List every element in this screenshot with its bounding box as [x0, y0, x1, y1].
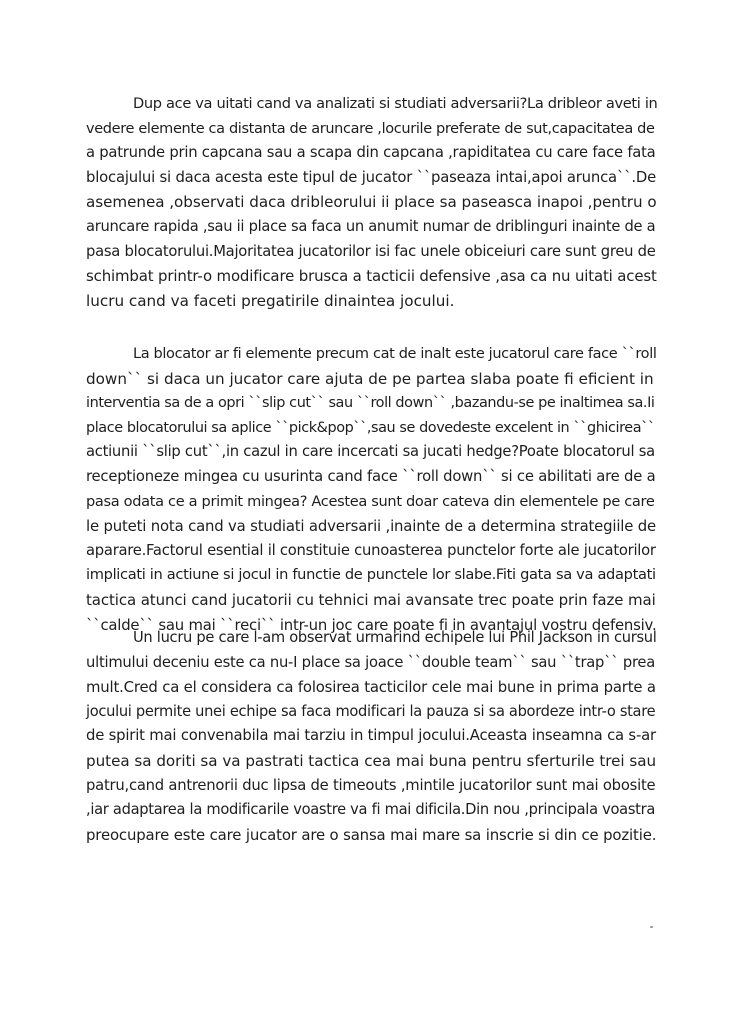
text-line: preocupare este care jucator are o sansa mai mare sa inscrie si din ce pozitie.: [86, 825, 657, 844]
text-line: interventia sa de a opri ``slip cut`` sau ``roll down`` ,bazandu-se pe inaltimea sa.Ii: [86, 395, 655, 412]
text-line: Un lucru pe care l-am observat urmarind echipele lui Phil Jackson in cursul: [133, 629, 657, 646]
scan-speck: [650, 926, 653, 928]
text-line: receptioneze mingea cu usurinta cand face ``roll down`` si ce abilitati are de a: [86, 467, 656, 485]
text-line: blocajului si daca acesta este tipul de jucator ``paseaza intai,apoi arunca``.De: [86, 168, 657, 186]
paragraph-3: [86, 626, 656, 847]
text-line: mult.Cred ca el considera ca folosirea tacticilor cele mai bune in prima parte a: [86, 678, 656, 697]
text-line: jocului permite unei echipe sa faca modificari la pauza si sa abordeze intr-o stare: [86, 702, 656, 720]
text-line: aruncare rapida ,sau ii place sa faca un anumit numar de driblinguri inainte de a: [86, 217, 656, 235]
text-line: aparare.Factorul esential il constituie cunoasterea punctelor forte ale jucatorilor: [86, 541, 656, 559]
paragraph-1: [86, 92, 656, 313]
text-line: pasa odata ce a primit mingea? Acestea sunt doar cateva din elementele pe care: [86, 492, 655, 510]
text-line: patru,cand antrenorii duc lipsa de timeouts ,mintile jucatorilor sunt mai obosite: [86, 776, 656, 794]
text-line: implicati in actiune si jocul in functie de punctele lor slabe.Fiti gata sa va adaptati: [86, 566, 656, 584]
text-line: le puteti nota cand va studiati adversarii ,inainte de a determina strategiile de: [86, 517, 656, 536]
text-line: La blocator ar fi elemente precum cat de inalt este jucatorul care face ``roll: [133, 346, 657, 362]
paragraph-2: [86, 342, 656, 637]
text-line: lucru cand va faceti pregatirile dinaintea jocului.: [86, 291, 455, 310]
text-line: ``calde`` sau mai ``reci`` intr-un joc care poate fi in avantajul vostru defensiv.: [86, 615, 657, 634]
text-line: asemenea ,observati daca dribleorului ii place sa paseasca inapoi ,pentru o: [86, 193, 657, 212]
text-line: ultimului deceniu este ca nu-I place sa joace ``double team`` sau ``trap`` prea: [86, 653, 656, 671]
text-line: vedere elemente ca distanta de aruncare ,locurile preferate de sut,capacitatea de: [86, 120, 655, 137]
text-line: Dup ace va uitati cand va analizati si studiati adversarii?La dribleor aveti in: [133, 95, 658, 112]
text-line: putea sa doriti sa va pastrati tactica cea mai buna pentru sferturile trei sau: [86, 751, 657, 770]
text-line: de spirit mai convenabila mai tarziu in timpul jocului.Aceasta inseamna ca s-ar: [86, 727, 656, 745]
text-line: place blocatorului sa aplice ``pick&pop``,sau se dovedeste excelent in ``ghicirea``: [86, 419, 655, 436]
text-line: down`` si daca un jucator care ajuta de pe partea slaba poate fi eficient in: [86, 369, 654, 388]
text-line: pasa blocatorului.Majoritatea jucatorilor isi fac unele obiceiuri care sunt greu de: [86, 242, 656, 260]
text-line: actiunii ``slip cut``,in cazul in care incercati sa jucati hedge?Poate blocatorul sa: [86, 443, 655, 461]
text-line: schimbat printr-o modificare brusca a tacticii defensive ,asa ca nu uitati acest: [86, 267, 657, 286]
text-line: a patrunde prin capcana sau a scapa din capcana ,rapiditatea cu care face fata: [86, 144, 656, 162]
text-line: ,iar adaptarea la modificarile voastre va fi mai dificila.Din nou ,principala voastra: [86, 801, 656, 819]
text-line: tactica atunci cand jucatorii cu tehnici mai avansate trec poate prin faze mai: [86, 590, 656, 609]
